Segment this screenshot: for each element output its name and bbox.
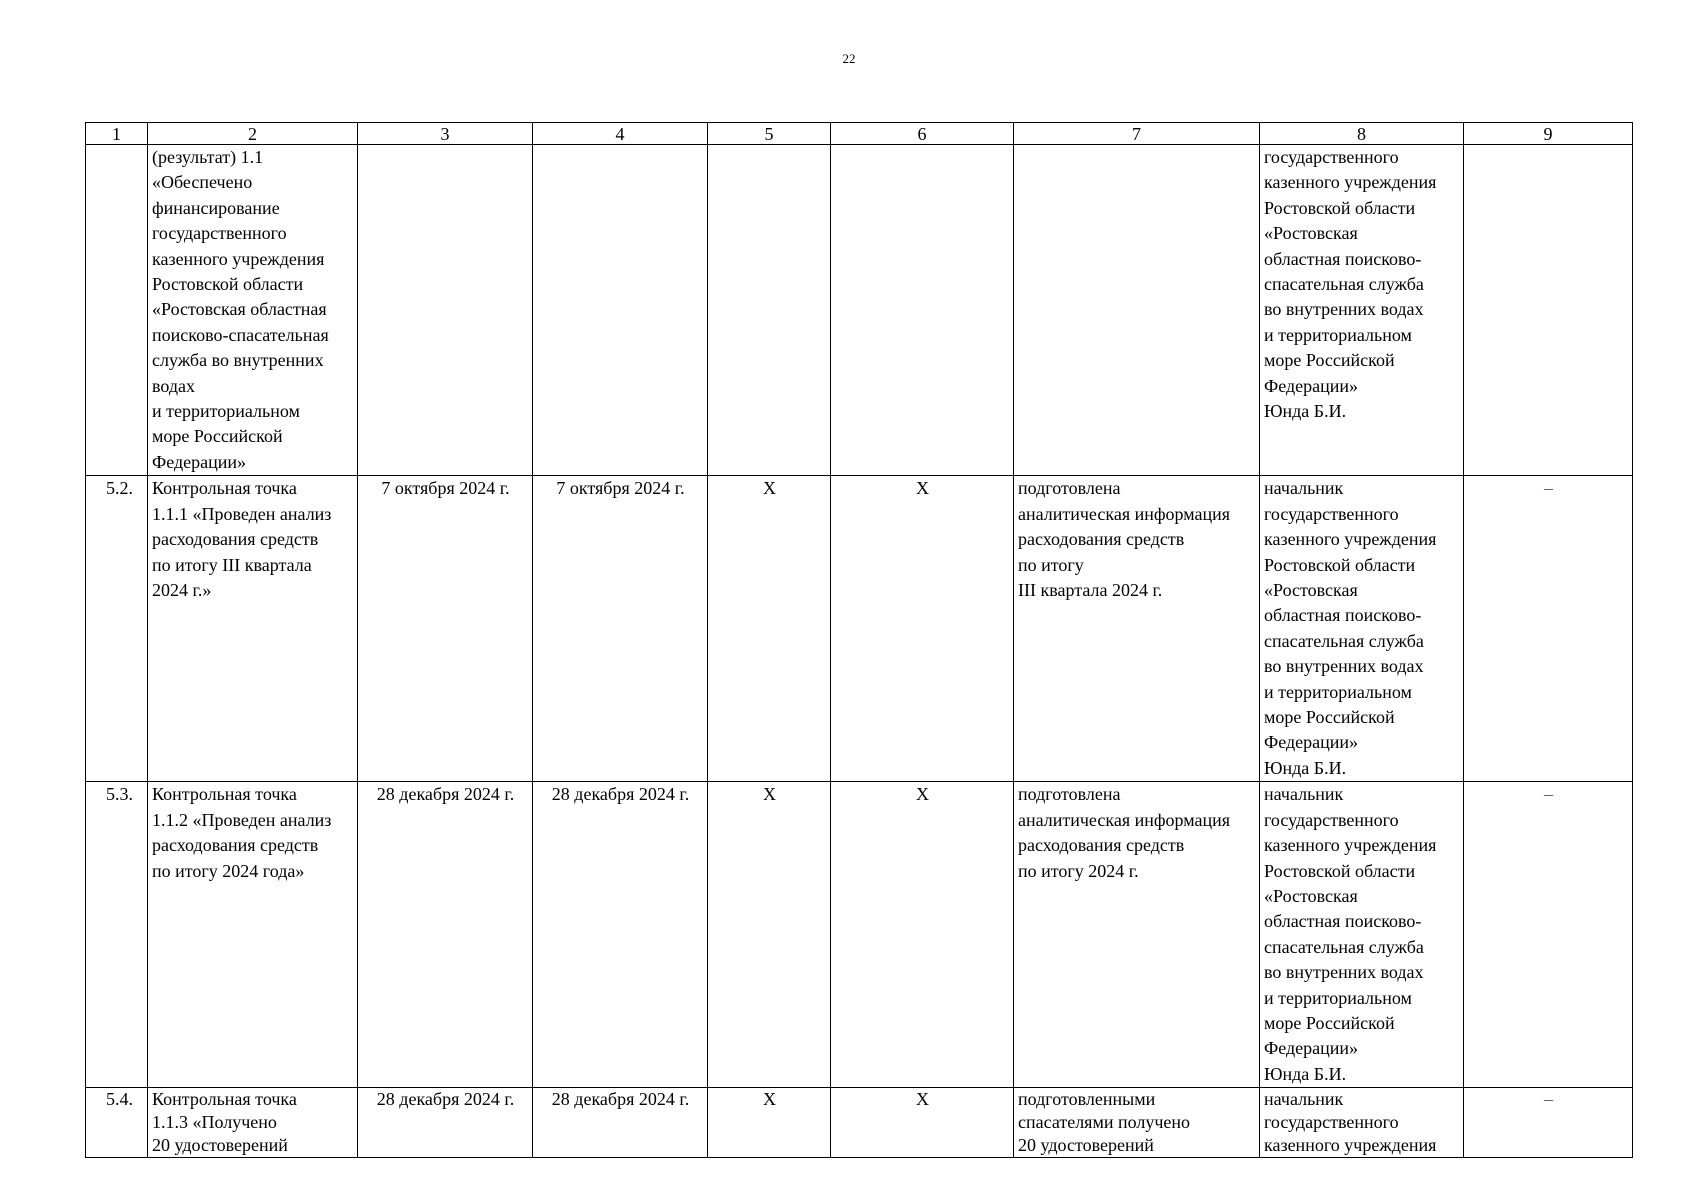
table-row <box>86 145 1633 476</box>
column-5-value <box>708 145 831 476</box>
start-date: 28 декабря 2024 г. <box>358 1088 533 1158</box>
row-number: 5.4. <box>86 1088 148 1158</box>
responsible-person: начальник государственного казенного учреждения <box>1260 1088 1464 1158</box>
column-number: 4 <box>533 123 708 145</box>
column-number: 9 <box>1464 123 1633 145</box>
row-number <box>86 145 148 476</box>
column-number: 3 <box>358 123 533 145</box>
responsible-person: государственного казенного учреждения Ростовской области «Ростовская областная поисково- спасательная служба во внутренних водах и территориальном море Российской Федерации» Юнда Б.И. <box>1260 145 1464 476</box>
column-9-value <box>1464 145 1633 476</box>
column-number: 8 <box>1260 123 1464 145</box>
result-description: подготовлена аналитическая информация расходования средств по итогу 2024 г. <box>1014 782 1260 1088</box>
start-date: 7 октября 2024 г. <box>358 476 533 782</box>
column-9-value: – <box>1464 1088 1633 1158</box>
control-points-table <box>85 122 1633 1158</box>
start-date <box>358 145 533 476</box>
result-description: подготовленными спасателями получено 20 удостоверений <box>1014 1088 1260 1158</box>
column-number: 7 <box>1014 123 1260 145</box>
end-date: 28 декабря 2024 г. <box>533 782 708 1088</box>
table-row <box>86 1088 1633 1158</box>
column-number: 2 <box>148 123 358 145</box>
result-description: подготовлена аналитическая информация расходования средств по итогу III квартала 2024 г. <box>1014 476 1260 782</box>
column-5-value: Х <box>708 1088 831 1158</box>
responsible-person: начальник государственного казенного учреждения Ростовской области «Ростовская областная поисково- спасательная служба во внутренних водах и территориальном море Российской Федерации» Юнда Б.И. <box>1260 476 1464 782</box>
end-date: 28 декабря 2024 г. <box>533 1088 708 1158</box>
row-name: Контрольная точка 1.1.2 «Проведен анализ расходования средств по итогу 2024 года» <box>148 782 358 1088</box>
row-name: Контрольная точка 1.1.1 «Проведен анализ расходования средств по итогу III квартала 2024 г.» <box>148 476 358 782</box>
column-number: 5 <box>708 123 831 145</box>
column-6-value: Х <box>831 476 1014 782</box>
table-row <box>86 476 1633 782</box>
row-number: 5.3. <box>86 782 148 1088</box>
column-9-value: – <box>1464 476 1633 782</box>
end-date <box>533 145 708 476</box>
column-9-value: – <box>1464 782 1633 1088</box>
column-6-value <box>831 145 1014 476</box>
start-date: 28 декабря 2024 г. <box>358 782 533 1088</box>
row-number: 5.2. <box>86 476 148 782</box>
column-6-value: Х <box>831 1088 1014 1158</box>
column-5-value: Х <box>708 782 831 1088</box>
column-5-value: Х <box>708 476 831 782</box>
column-number: 1 <box>86 123 148 145</box>
row-name: Контрольная точка 1.1.3 «Получено 20 удостоверений <box>148 1088 358 1158</box>
table-row <box>86 782 1633 1088</box>
end-date: 7 октября 2024 г. <box>533 476 708 782</box>
column-number-row <box>86 123 1633 145</box>
responsible-person: начальник государственного казенного учреждения Ростовской области «Ростовская областная поисково- спасательная служба во внутренних водах и территориальном море Российской Федерации» Юнда Б.И. <box>1260 782 1464 1088</box>
row-name: (результат) 1.1 «Обеспечено финансирование государственного казенного учреждения Ростовской области «Ростовская областная поисково-спасательная служба во внутренних водах и территориальном море Российской Федерации» <box>148 145 358 476</box>
column-6-value: Х <box>831 782 1014 1088</box>
column-number: 6 <box>831 123 1014 145</box>
page-number: 22 <box>842 51 856 66</box>
result-description <box>1014 145 1260 476</box>
